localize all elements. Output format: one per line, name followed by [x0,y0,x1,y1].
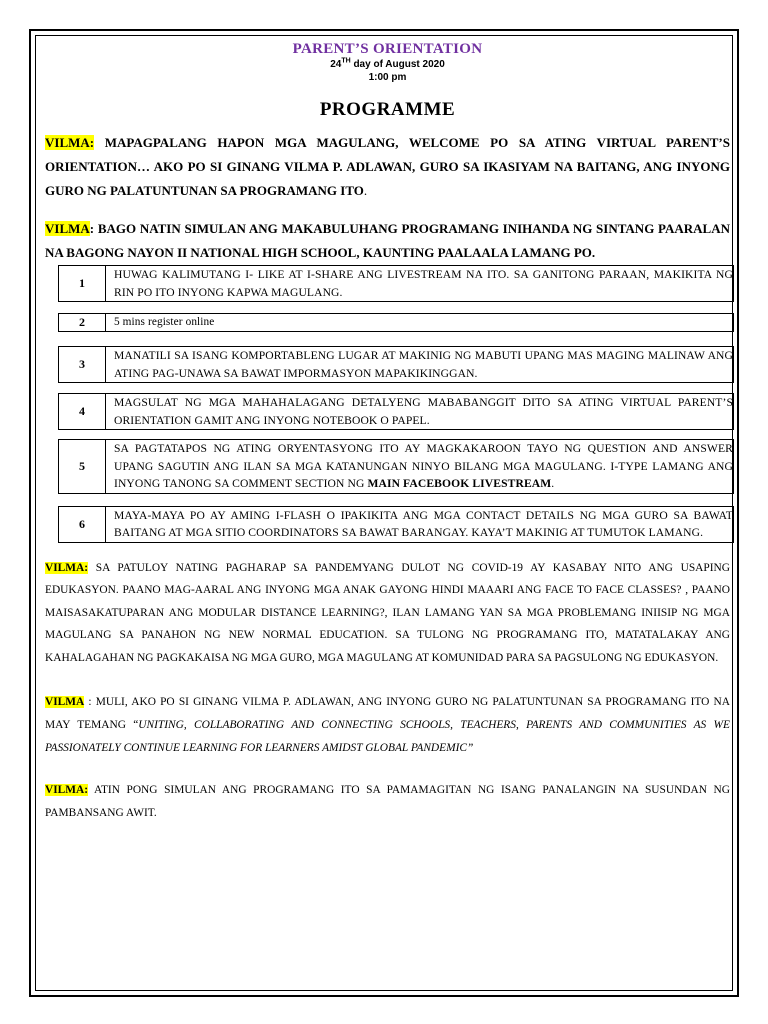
reminders-list [45,265,733,543]
reminder-item-6: 6 MAYA-MAYA PO AY AMING I-FLASH O IPAKIKITA ANG MGA CONTACT DETAILS NG MGA GURO SA BAWAT BAITANG AT MGA SITIO COORDINATORS SA BAWAT BARANGAY. KAYA’T MAKINIG AT TUMUTOK LAMANG. [58,506,734,543]
paragraph-opening: VILMA: ATIN PONG SIMULAN ANG PROGRAMANG ITO SA PAMAMAGITAN NG ISANG PANALANGIN NA SUSUNDAN NG PAMBANSANG AWIT. [45,784,730,819]
document-title: PARENT’S ORIENTATION [292,41,483,57]
paragraph-theme: VILMA : MULI, AKO PO SI GINANG VILMA P. ADLAWAN, ANG INYONG GURO NG PALATUNTUNAN SA PROGRAMANG ITO NA MAY TEMANG “UNITING, COLLABORATING AND CONNECTING SCHOOLS, TEACHERS, PARENTS AND COMMUNITIES AS WE PASSIONATELY CONTINUE LEARNING FOR LEARNERS AMIDST GLOBAL PANDEMIC” [45,696,730,754]
event-date: 24TH day of August 2020 [330,57,445,70]
paragraph-reminders-intro: VILMA: BAGO NATIN SIMULAN ANG MAKABULUHANG PROGRAMANG INIHANDA NG SINTANG PAARALAN NA BAGONG NAYON II NATIONAL HIGH SCHOOL, KAUNTING PAALAALA LAMANG PO. [45,221,730,260]
speaker-label: VILMA: [45,784,89,797]
speaker-label: VILMA [45,221,90,236]
document-body [45,38,733,824]
programme-theme: UNITING, COLLABORATING AND CONNECTING SCHOOLS, TEACHERS, PARENTS AND COMMUNITIES AS WE PASSIONATELY CONTINUE LEARNING FOR LEARNERS AMIDST GLOBAL PANDEMIC” [45,719,730,754]
reminder-item-2: 2 5 mins register online [58,313,734,332]
speaker-label: VILMA: [45,561,89,574]
paragraph-welcome: VILMA: MAPAGPALANG HAPON MGA MAGULANG, WELCOME PO SA ATING VIRTUAL PARENT’S ORIENTATION… AKO PO SI GINANG VILMA P. ADLAWAN, GURO SA IKASIYAM NA BAITANG, ANG INYONG GURO NG PALATUNTUNAN SA PROGRAMANG ITO. [45,135,730,198]
reminder-item-1: 1 HUWAG KALIMUTANG I- LIKE AT I-SHARE ANG LIVESTREAM NA ITO. SA GANITONG PARAAN, MAKIKITA NG RIN PO ITO INYONG KAPWA MAGULANG. [58,265,734,302]
reminder-item-4: 4 MAGSULAT NG MGA MAHAHALAGANG DETALYENG MABABANGGIT DITO SA ATING VIRTUAL PARENT’S ORIENTATION GAMIT ANG INYONG NOTEBOOK O PAPEL. [58,393,734,430]
paragraph-context: VILMA: SA PATULOY NATING PAGHARAP SA PANDEMYANG DULOT NG COVID-19 AY KASABAY NITO ANG USAPING EDUKASYON. PAANO MAG-AARAL ANG INYONG MGA ANAK GAYONG HINDI MAAARI ANG FACE TO FACE CLASSES? , PAANO MAISASAKATUPARAN ANG MODULAR DISTANCE LEARNING?, ILAN LAMANG YAN SA MGA PROBLEMANG INIISIP NG MGA MAGULANG SA PANAHON NG NEW NORMAL EDUCATION. SA TULONG NG PROGRAMANG ITO, MATATALAKAY ANG KAHALAGAHAN NG PAGKAKAISA NG MGA GURO, MGA MAGULANG AT KOMUNIDAD PARA SA PAGSULONG NG EDUKASYON. [45,561,730,664]
speaker-label: VILMA [45,696,85,709]
event-time: 1:00 pm [368,72,407,83]
reminder-item-3: 3 MANATILI SA ISANG KOMPORTABLENG LUGAR AT MAKINIG NG MABUTI UPANG MAS MAGING MALINAW ANG ATING PAG-UNAWA SA BAWAT IMPORMASYON MAPAKIKINGGAN. [58,346,734,383]
programme-heading: PROGRAMME [319,99,456,120]
reminder-item-5: 5 SA PAGTATAPOS NG ATING ORYENTASYONG ITO AY MAGKAKAROON TAYO NG QUESTION AND ANSWER UPANG SAGUTIN ANG ILAN SA MGA KATANUNGAN NINYO BILANG MGA MAGULANG. I-TYPE LAMANG ANG INYONG TANONG SA COMMENT SECTION NG MAIN FACEBOOK LIVESTREAM. [58,439,734,494]
speaker-label: VILMA: [45,135,95,150]
